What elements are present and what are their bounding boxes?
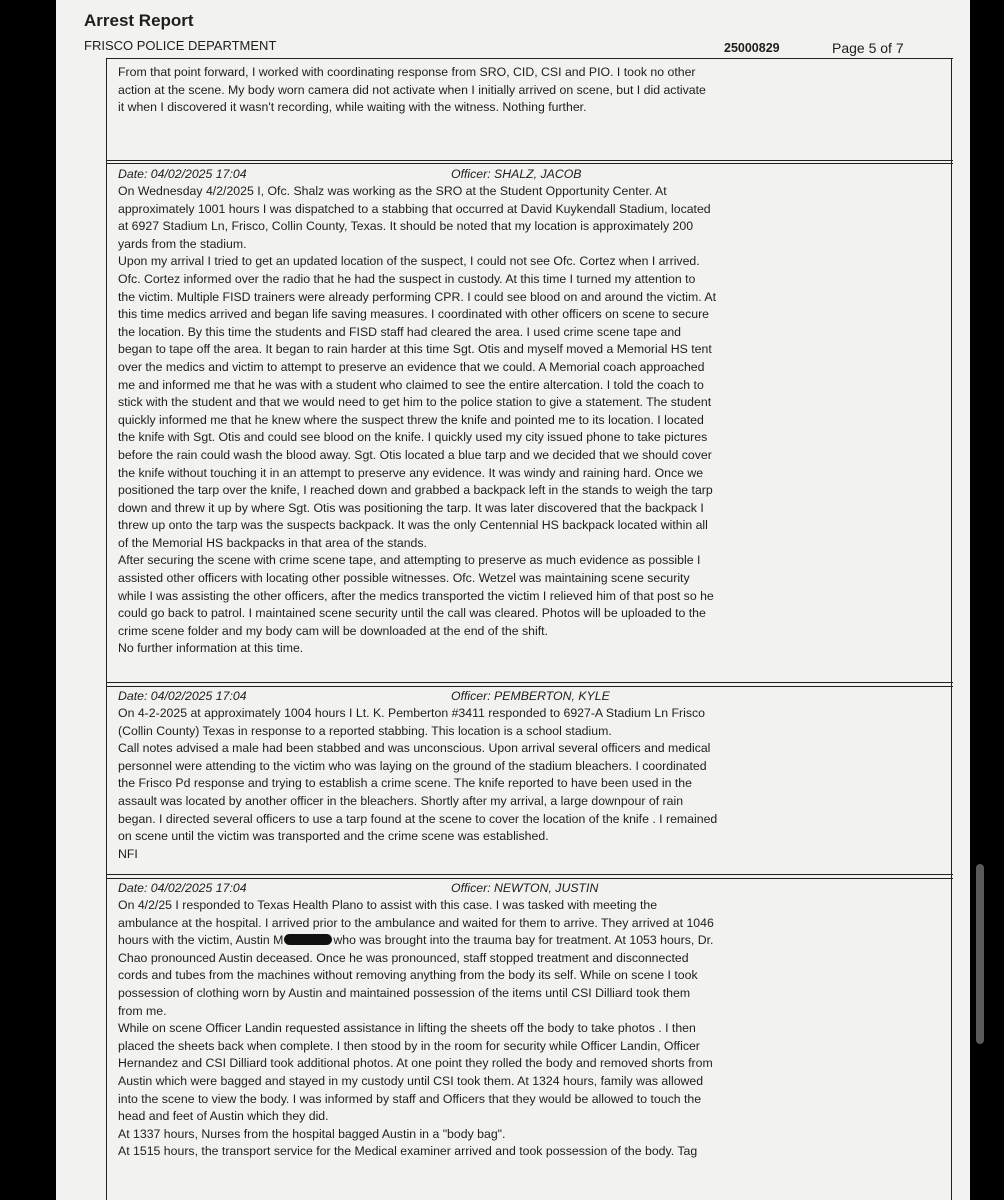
header-divider — [106, 58, 953, 59]
narrative-line: assault was located by another officer in the bleachers. Shortly after my arrival, a large downpour of rain — [118, 793, 684, 808]
section-divider — [106, 682, 953, 683]
right-border — [951, 878, 952, 1200]
narrative-line: threw up onto the tarp was the suspects backpack. It was the only Centennial HS backpack located within all — [118, 518, 708, 533]
narrative-section-newton — [118, 880, 938, 1161]
narrative-line: at 6927 Stadium Ln, Frisco, Collin County, Texas. It should be noted that my location is approximately 200 — [118, 219, 694, 234]
narrative-line: ambulance at the hospital. I arrived prior to the ambulance and waited for them to arrive. They arrived at 1046 — [118, 915, 714, 930]
narrative-section-pemberton — [118, 688, 938, 863]
case-number: 25000829 — [724, 41, 780, 55]
section-divider — [106, 163, 953, 164]
narrative-line: from me. — [118, 1003, 167, 1018]
narrative-line: On 4-2-2025 at approximately 1004 hours I Lt. K. Pemberton #3411 responded to 6927-A Stadium Ln Frisco — [118, 706, 705, 720]
entry-date: Date: 04/02/2025 17:04 — [118, 167, 247, 181]
narrative-line: began. I directed several officers to use a tarp found at the scene to cover the location of the knife . I remained — [118, 811, 718, 826]
narrative-line: placed the sheets back when complete. I then stood by in the room for security while Officer Landin, Officer — [118, 1038, 700, 1053]
narrative-line: it when I discovered it wasn't recording, while waiting with the witness. Nothing further. — [118, 100, 587, 115]
narrative-line: could go back to patrol. I maintained scene security until the call was cleared. Photos will be uploaded to the — [118, 606, 706, 621]
right-border — [951, 698, 952, 880]
narrative-line: Call notes advised a male had been stabbed and was unconscious. Upon arrival several officers and medical — [118, 741, 711, 756]
narrative-line: quickly informed me that he knew where the suspect threw the knife and pointed me to its location. I located — [118, 412, 704, 427]
page-indicator: Page 5 of 7 — [832, 40, 904, 56]
entry-officer: Officer: SHALZ, JACOB — [451, 167, 582, 181]
narrative-line: action at the scene. My body worn camera did not activate when I initially arrived on scene, but I did activate — [118, 82, 706, 97]
narrative-line: crime scene folder and my body cam will be downloaded at the end of the shift. — [118, 623, 548, 638]
narrative-section-shalz — [118, 166, 938, 658]
narrative-text: who was brought into the trauma bay for treatment. At 1053 hours, Dr. — [333, 933, 714, 948]
report-page — [56, 0, 970, 1200]
narrative-line: yards from the stadium. — [118, 236, 247, 251]
narrative-line: (Collin County) Texas in response to a reported stabbing. This location is a school stadium. — [118, 723, 612, 738]
narrative-line: this time medics arrived and began life saving measures. I coordinated with other officers on scene to secure — [118, 307, 710, 322]
narrative-line: down and threw it up by where Sgt. Otis was positioning the tarp. It was later discovered that the backpack I — [118, 500, 704, 515]
narrative-line: Ofc. Cortez informed over the radio that he had the suspect in custody. At this time I turned my attention to — [118, 271, 696, 286]
section-divider — [106, 686, 953, 687]
narrative-line: while I was assisting the other officers, after the medics transported the victim I relieved him of that post so he — [118, 588, 714, 603]
entry-officer: Officer: PEMBERTON, KYLE — [451, 689, 610, 703]
narrative-line: NFI — [118, 846, 138, 861]
entry-meta — [118, 166, 938, 183]
redaction-mark — [284, 934, 332, 945]
narrative-line — [118, 932, 938, 950]
section-divider — [106, 874, 953, 875]
right-border — [951, 58, 952, 698]
narrative-line: head and feet of Austin which they did. — [118, 1109, 329, 1124]
narrative-line: stick with the student and that we would need to get him to the police station to give a statement. The student — [118, 395, 712, 410]
narrative-line: assisted other officers with locating other possible witnesses. Ofc. Wetzel was maintaining scene security — [118, 571, 690, 586]
narrative-line: At 1337 hours, Nurses from the hospital bagged Austin in a "body bag". — [118, 1126, 506, 1141]
section-divider — [106, 160, 953, 161]
narrative-line: cords and tubes from the machines without removing anything from the body its self. While on scene I took — [118, 968, 698, 983]
scrollbar-thumb[interactable] — [976, 864, 984, 1044]
narrative-line: After securing the scene with crime scene tape, and attempting to preserve as much evidence as possible I — [118, 553, 701, 568]
entry-date: Date: 04/02/2025 17:04 — [118, 689, 247, 703]
section-divider — [106, 878, 953, 879]
narrative-line: From that point forward, I worked with coordinating response from SRO, CID, CSI and PIO. I took no other — [118, 65, 696, 79]
narrative-line: before the rain could wash the blood away. Sgt. Otis located a blue tarp and we decided that we should cover — [118, 447, 712, 462]
narrative-line: of the Memorial HS backpacks in that area of the stands. — [118, 535, 427, 550]
report-title: Arrest Report — [84, 11, 194, 30]
narrative-line: the location. By this time the students and FISD staff had cleared the area. I used crime scene tape and — [118, 324, 682, 339]
narrative-line: On 4/2/25 I responded to Texas Health Plano to assist with this case. I was tasked with meeting the — [118, 898, 658, 912]
entry-officer: Officer: NEWTON, JUSTIN — [451, 881, 599, 895]
narrative-line: Hernandez and CSI Dilliard took additional photos. At one point they rolled the body and removed shorts from — [118, 1056, 713, 1071]
narrative-line: personnel were attending to the victim who was laying on the ground of the stadium bleachers. I coordinated — [118, 758, 707, 773]
narrative-line: began to tape off the area. It began to rain harder at this time Sgt. Otis and myself moved a Memorial HS tent — [118, 342, 712, 357]
narrative-line: possession of clothing worn by Austin and maintained possession of the items until CSI Dilliard took them — [118, 985, 691, 1000]
narrative-text: hours with the victim, Austin M — [118, 933, 284, 948]
narrative-line: On Wednesday 4/2/2025 I, Ofc. Shalz was working as the SRO at the Student Opportunity Center. At — [118, 184, 667, 198]
narrative-line: Upon my arrival I tried to get an updated location of the suspect, I could not see Ofc. Cortez when I arrived. — [118, 254, 700, 269]
department-name: FRISCO POLICE DEPARTMENT — [84, 38, 277, 53]
narrative-line: the Frisco Pd response and trying to establish a crime scene. The knife reported to have been used in the — [118, 776, 692, 791]
narrative-line: At 1515 hours, the transport service for the Medical examiner arrived and took possession of the body. Tag — [118, 1144, 698, 1159]
narrative-line: Chao pronounced Austin deceased. Once he was pronounced, staff stopped treatment and disconnected — [118, 950, 689, 965]
narrative-line: the knife with Sgt. Otis and could see blood on the knife. I quickly used my city issued phone to take pictures — [118, 430, 708, 445]
entry-meta — [118, 688, 938, 705]
left-border — [106, 58, 107, 1200]
narrative-line: over the medics and victim to attempt to preserve an evidence that we could. A Memorial coach approached — [118, 359, 705, 374]
narrative-line: into the scene to view the body. I was informed by staff and Officers that they would be allowed to touch the — [118, 1091, 702, 1106]
narrative-line: on scene until the victim was transported and the crime scene was established. — [118, 829, 549, 844]
narrative-line: No further information at this time. — [118, 641, 304, 656]
narrative-line: positioned the tarp over the knife, I reached down and grabbed a backpack left in the stands to weigh the tarp — [118, 483, 713, 498]
entry-date: Date: 04/02/2025 17:04 — [118, 881, 247, 895]
narrative-line: While on scene Officer Landin requested assistance in lifting the sheets off the body to take photos . I then — [118, 1021, 696, 1036]
narrative-line: the victim. Multiple FISD trainers were already performing CPR. I could see blood on and around the victim. At — [118, 289, 717, 304]
narrative-line: the knife without touching it in an attempt to preserve any evidence. It was windy and raining hard. Once we — [118, 465, 704, 480]
entry-meta — [118, 880, 938, 897]
intro-narrative — [118, 64, 938, 117]
narrative-line: me and informed me that he was with a student who claimed to see the entire altercation. I told the coach to — [118, 377, 704, 392]
narrative-line: Austin which were bagged and stayed in my custody until CSI took them. At 1324 hours, family was allowed — [118, 1073, 704, 1088]
narrative-line: approximately 1001 hours I was dispatched to a stabbing that occurred at David Kuykendall Stadium, located — [118, 201, 711, 216]
